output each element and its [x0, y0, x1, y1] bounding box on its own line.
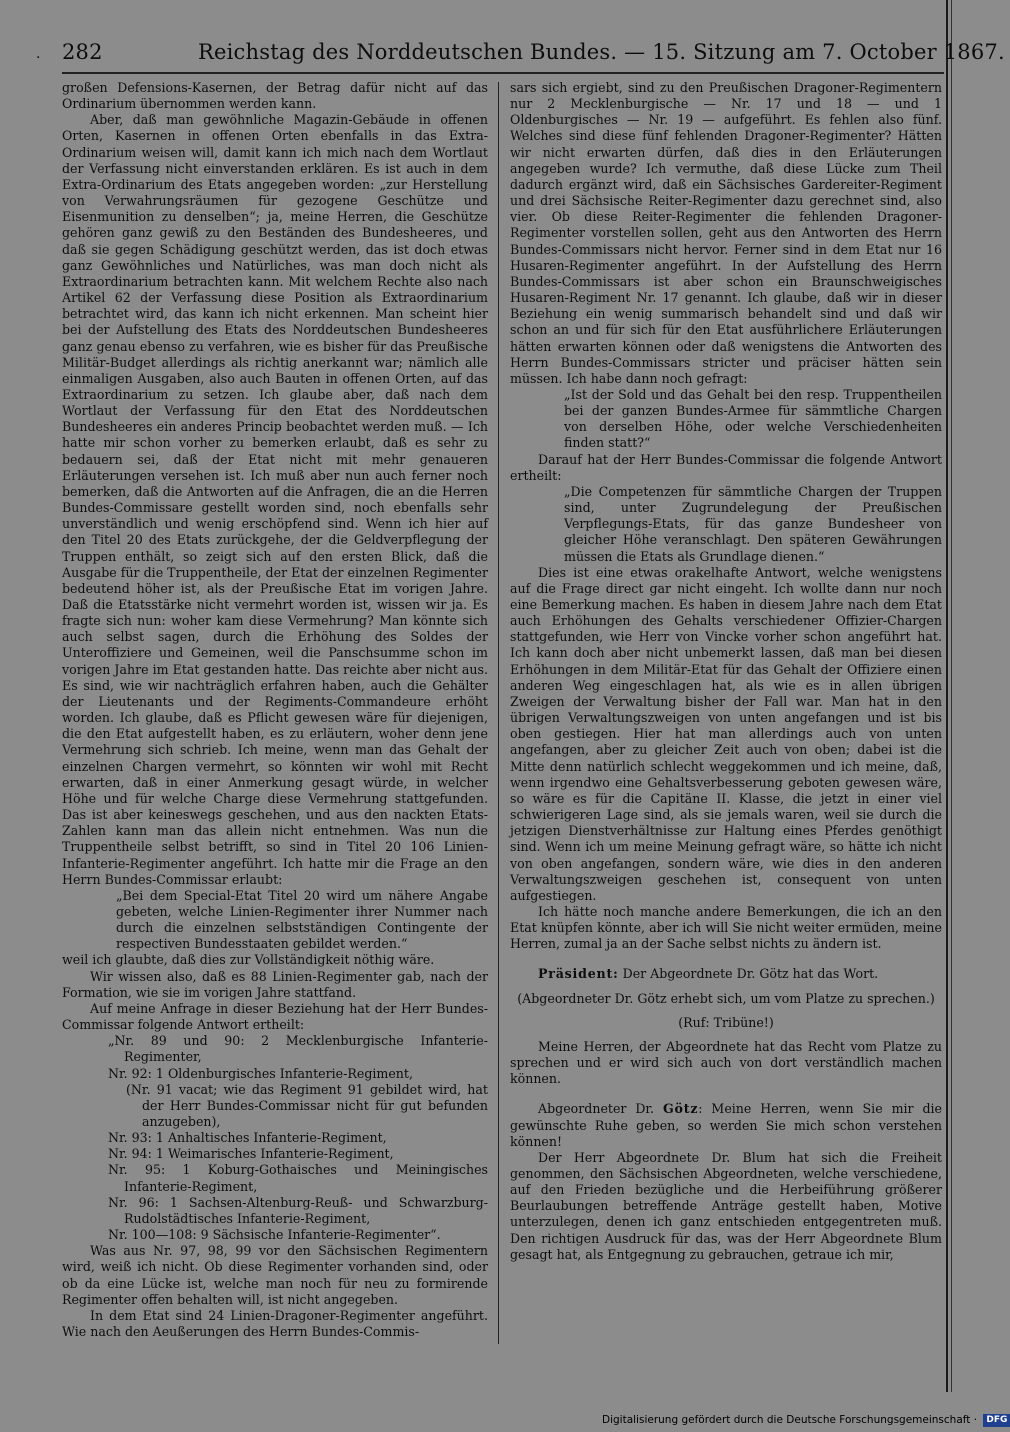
paragraph: „Die Competenzen für sämmtliche Chargen der Truppen sind, unter Zugrundelegung der Preußischen Verpflegungs-Etats, für das ganze Bundesheer von gleicher Höhe veranschlagt. Den späteren Gewährungen müssen die Etats als Grundlage dienen.“ [564, 483, 942, 564]
president-speech [510, 966, 942, 982]
footer-text: Digitalisierung gefördert durch die Deutsche Forschungsgemeinschaft · [602, 1414, 978, 1426]
paragraph: Nr. 96: 1 Sachsen-Altenburg-Reuß- und Schwarzburg-Rudolstädtisches Infanterie-Regiment, [108, 1194, 488, 1226]
dfg-logo-icon: DFG [983, 1414, 1010, 1427]
speaker-goetz-name: Götz [662, 1101, 699, 1117]
header-rule [62, 72, 944, 74]
goetz-text: : Meine Herren, wenn Sie mir die gewünschte Ruhe geben, so werden Sie mich schon verstehen können! [510, 1101, 942, 1149]
paragraph: Nr. 93: 1 Anhaltisches Infanterie-Regiment, [108, 1130, 387, 1146]
footer [602, 1414, 1008, 1430]
paragraph: Ich hätte noch manche andere Bemerkungen, die ich an den Etat knüpfen könnte, aber ich will Sie nicht weiter ermüden, meine Herren, zumal ja an der Sache selbst nichts zu ändern ist. [510, 903, 942, 952]
paragraph: großen Defensions-Kasernen, der Betrag dafür nicht auf das Ordinarium übernommen werden kann. [62, 80, 488, 112]
left-column [62, 80, 488, 1345]
paragraph: Nr. 92: 1 Oldenburgisches Infanterie-Regiment, [108, 1065, 413, 1081]
paragraph: (Nr. 91 vacat; wie das Regiment 91 gebildet wird, hat der Herr Bundes-Commissar nicht für gut befunden anzugeben), [126, 1081, 488, 1129]
paragraph: Wir wissen also, daß es 88 Linien-Regimenter gab, nach der Formation, wie sie im vorigen Jahre stattfand. [62, 968, 488, 1000]
president-text: Der Abgeordnete Dr. Götz hat das Wort. [622, 966, 879, 982]
page-edge-line-inner [951, 0, 952, 1392]
goetz-text-2: Der Herr Abgeordnete Dr. Blum hat sich die Freiheit genommen, den Sächsischen Abgeordneten, welche verschiedene, auf den Frieden bezügliche und die Herbeiführung größerer Beurlaubungen betreffende Anträge gestellt haben, Motive unterzulegen, denen ich ganz entschieden entgegentreten muß. Den richtigen Ausdruck für das, was der Herr Abgeordnete Blum gesagt hat, als Entgegnung zu gebrauchen, getraue ich mir, [510, 1149, 942, 1262]
page-header-title: Reichstag des Norddeutschen Bundes. — 15. Sitzung am 7. October 1867. [198, 40, 1005, 64]
speaker-goetz-prefix: Abgeordneter Dr. [538, 1101, 663, 1117]
right-column-paragraphs [510, 80, 942, 952]
spacer [510, 1031, 942, 1039]
spacer [510, 983, 942, 991]
header-dot: . [36, 46, 41, 62]
paragraph: Nr. 95: 1 Koburg-Gothaisches und Meiningisches Infanterie-Regiment, [108, 1162, 488, 1194]
spacer [510, 952, 942, 966]
speaker-president: Präsident: [538, 966, 619, 982]
president-text-2: Meine Herren, der Abgeordnete hat das Recht vom Platze zu sprechen und er wird sich auch von dort verständlich machen können. [510, 1038, 942, 1087]
paragraph: Auf meine Anfrage in dieser Beziehung hat der Herr Bundes-Commissar folgende Antwort ertheilt: [62, 1000, 488, 1033]
right-column [510, 80, 942, 1345]
stage-direction: (Abgeordneter Dr. Götz erhebt sich, um vom Platze zu sprechen.) [517, 990, 935, 1006]
paragraph: sars sich ergiebt, sind zu den Preußischen Dragoner-Regimentern nur 2 Mecklenburgische — Nr. 17 und 18 — und 1 Oldenburgisches — Nr. 19 — aufgeführt. Es fehlen also fünf. Welches sind diese fünf fehlenden Dragoner-Regimenter? Hätten wir nicht erwarten dürfen, daß dies in den Erläuterungen angegeben wurde? Ich vermuthe, daß diese Lücke zum Theil dadurch ergänzt wird, daß ein Sächsisches Gardereiter-Regiment und drei Sächsische Reiter-Regimenter dazu gerechnet sind, also vier. Ob diese Reiter-Regimenter die fehlenden Dragoner-Regimenter vorstellen sollen, geht aus den Antworten des Herrn Bundes-Commissars nicht hervor. Ferner sind in dem Etat nur 16 Husaren-Regimenter angeführt. In der Aufstellung des Herrn Bundes-Commissars ist aber schon ein Braunschweigisches Husaren-Regiment Nr. 17 genannt. Ich glaube, daß wir in dieser Beziehung ein wenig summarisch behandelt sind und daß wir schon an und für sich für den Etat ausführlichere Erläuterungen hätten erwarten können oder daß wenigstens die Antworten des Herrn Bundes-Commissars stricter und präciser hätten sein müssen. Ich habe dann noch gefragt: [510, 80, 942, 386]
page-number: 282 [62, 40, 103, 64]
stage-direction: (Ruf: Tribüne!) [678, 1014, 774, 1030]
page-edge-line [946, 0, 948, 1392]
paragraph: Nr. 94: 1 Weimarisches Infanterie-Regiment, [108, 1146, 394, 1162]
running-head [36, 40, 1005, 70]
paragraph: Was aus Nr. 97, 98, 99 vor den Sächsischen Regimentern wird, weiß ich nicht. Ob diese Regimenter vorhanden sind, oder ob da eine Lücke ist, welche man noch für neu zu formirende Regimenter offen behalten will, ist nicht angegeben. [62, 1243, 488, 1307]
paragraph: Nr. 100—108: 9 Sächsische Infanterie-Regimenter“. [108, 1227, 441, 1243]
column-divider [498, 82, 499, 1344]
goetz-speech [510, 1101, 942, 1149]
paragraph: Aber, daß man gewöhnliche Magazin-Gebäude in offenen Orten, Kasernen in offenen Orten ebenfalls in das Extra-Ordinarium weisen will, damit kann ich mich nach dem Wortlaut der Verfassung nicht einverstanden erklären. Es ist auch in dem Extra-Ordinarium des Etats angegeben worden: „zur Herstellung von Verwahrungsräumen für gezogene Geschütze und Eisenmunition zu denselben“; ja, meine Herren, die Geschütze gehören ganz gewiß zu den Beständen des Bundesheeres, und daß sie gegen Schädigung geschützt werden, das ist doch etwas ganz Gewöhnliches und Natürliches, was man doch nicht als Extraordinarium betrachten kann. Mit welchem Rechte also nach Artikel 62 der Verfassung diese Position als Extraordinarium betrachtet wird, das kann ich nicht erkennen. Man scheint hier bei der Aufstellung des Etats des Norddeutschen Bundesheeres ganz genau ebenso zu verfahren, wie es bisher für das Preußische Militär-Budget allerdings als richtig anerkannt war; nämlich alle einmaligen Ausgaben, also auch Bauten in offenen Orten, auf das Extraordinarium zu setzen. Ich glaube aber, daß nach dem Wortlaut der Verfassung für den Etat des Norddeutschen Bundesheeres ein anderes Princip beobachtet werden muß. — Ich hatte mir schon vorher zu bemerken erlaubt, daß es sehr zu bedauern sei, daß der Etat nicht mit mehr genaueren Erläuterungen versehen ist. Ich muß aber nun auch ferner noch bemerken, daß die Antworten auf die Anfragen, die an die Herren Bundes-Commissare gestellt worden sind, noch ebenfalls sehr unverständlich und wenig erschöpfend sind. Wenn ich hier auf den Titel 20 des Etats zurückgehe, der die Geldverpflegung der Truppen enthält, so zeigt sich auf den ersten Blick, daß die Ausgabe für die Truppentheile, der Etat der einzelnen Regimenter bedeutend höher ist, als der Preußische Etat im vorigen Jahre. Daß die Etatsstärke nicht vermehrt worden ist, wissen wir ja. Es fragte sich nun: woher kam diese Vermehrung? Man könnte sich auch selbst sagen, durch die Erhöhung des Soldes der Unteroffiziere und Gemeinen, weil die Panschsumme schon im vorigen Jahre im Etat gestanden hatte. Das reichte aber nicht aus. Es sind, wie wir nachträglich erfahren haben, auch die Gehälter der Lieutenants und der Regiments-Commandeure erhöht worden. Ich glaube, daß es Pflicht gewesen wäre für diejenigen, die den Etat aufgestellt haben, es zu erläutern, woher denn jene Vermehrung sich schrieb. Ich meine, wenn man das Gehalt der einzelnen Chargen vermehrt, so könnten wir wohl mit Recht erwarten, daß in einer Anmerkung gesagt würde, in welcher Höhe und für welche Charge diese Vermehrung stattgefunden. Das ist aber keineswegs geschehen, und aus den nackten Etats-Zahlen kann man das allein nicht entnehmen. Was nun die Truppentheile selbst betrifft, so sind in Titel 20 106 Linien-Infanterie-Regimenter angeführt. Ich hatte mir die Frage an den Herrn Bundes-Commissar erlaubt: [62, 112, 488, 887]
spacer [510, 1087, 942, 1101]
spacer [510, 1007, 942, 1015]
paragraph: Dies ist eine etwas orakelhafte Antwort, welche wenigstens auf die Frage direct gar nicht eingeht. Ich wollte dann nur noch eine Bemerkung machen. Es haben in diesem Jahre nach dem Etat auch Erhöhungen des Gehalts verschiedener Offizier-Chargen stattgefunden, wie Herr von Vincke vorher schon angeführt hat. Ich kann doch aber nicht unbemerkt lassen, daß man bei diesen Erhöhungen in dem Militär-Etat für das Gehalt der Offiziere einen anderen Weg eingeschlagen hat, als wie es in allen übrigen Zweigen der Verwaltung bisher der Fall war. Man hat in den übrigen Verwaltungszweigen von unten angefangen und ist bis oben gestiegen. Hier hat man allerdings auch von unten angefangen, aber zu gleicher Zeit auch von oben; dabei ist die Mitte denn natürlich schlecht weggekommen und ich meine, daß, wenn irgendwo eine Gehaltsverbesserung geboten gewesen wäre, so wäre es für die Capitäne II. Klasse, die jetzt in einer viel schwierigeren Lage sind, als sie jemals waren, weil sie durch die jetzigen Dienstverhältnisse zur Haltung eines Pferdes genöthigt sind. Wenn ich um meine Meinung gefragt wäre, so hätte ich nicht von oben angefangen, sondern wäre, wie dies in den anderen Verwaltungszweigen geschehen ist, consequent von unten aufgestiegen. [510, 564, 942, 903]
paragraph: „Bei dem Special-Etat Titel 20 wird um nähere Angabe gebeten, welche Linien-Regimenter ihrer Nummer nach durch die einzelnen selbstständigen Contingente der respectiven Bundesstaaten gebildet werden.“ [116, 887, 488, 952]
paragraph: „Nr. 89 und 90: 2 Mecklenburgische Infanterie-Regimenter, [108, 1033, 488, 1065]
paragraph: Darauf hat der Herr Bundes-Commissar die folgende Antwort ertheilt: [510, 451, 942, 483]
paragraph: weil ich glaubte, daß dies zur Vollständigkeit nöthig wäre. [62, 952, 435, 968]
paragraph: In dem Etat sind 24 Linien-Dragoner-Regimenter angeführt. Wie nach den Aeußerungen des Herrn Bundes-Commis- [62, 1307, 488, 1340]
paragraph: „Ist der Sold und das Gehalt bei den resp. Truppentheilen bei der ganzen Bundes-Armee für sämmtliche Chargen von derselben Höhe, oder welche Verschiedenheiten finden statt?“ [564, 386, 942, 451]
